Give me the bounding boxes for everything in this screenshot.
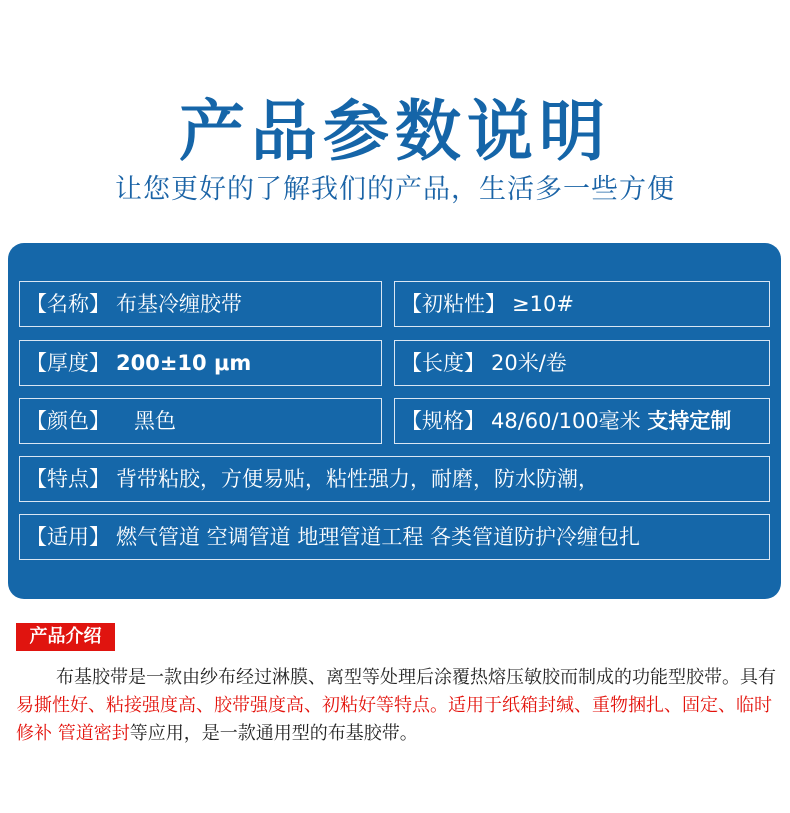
param-spec-custom: 支持定制 — [647, 409, 732, 433]
param-color-label: 【颜色】 — [26, 409, 110, 433]
param-tack-value: ≥10# — [512, 292, 574, 316]
param-color-value: 黑色 — [134, 409, 176, 433]
page-title: 产品参数说明 — [179, 93, 611, 170]
intro-description — [16, 664, 788, 748]
param-thickness-value: 200±10 μm — [116, 351, 252, 375]
param-length-value: 20米/卷 — [491, 351, 567, 375]
param-name-label: 【名称】 — [26, 292, 110, 316]
intro-text-2: 等应用，是一款通用型的布基胶带。 — [129, 723, 418, 744]
intro-text-1: 布基胶带是一款由纱布经过淋膜、离型等处理后涂覆热熔压敏胶而制成的功能型胶带。具有 — [56, 667, 776, 688]
param-spec-label: 【规格】 — [401, 409, 485, 433]
param-tack-label: 【初粘性】 — [401, 292, 506, 316]
param-thickness-label: 【厚度】 — [26, 351, 110, 375]
page-subtitle: 让您更好的了解我们的产品，生活多一些方便 — [115, 174, 675, 205]
param-usage-label: 【适用】 — [26, 525, 110, 549]
param-usage-value: 燃气管道 空调管道 地理管道工程 各类管道防护冷缠包扎 — [116, 525, 641, 549]
param-features — [19, 456, 770, 502]
param-color — [19, 398, 382, 444]
param-name — [19, 281, 382, 327]
param-usage — [19, 514, 770, 560]
param-length — [394, 340, 770, 386]
param-tack — [394, 281, 770, 327]
param-length-label: 【长度】 — [401, 351, 485, 375]
param-thickness — [19, 340, 382, 386]
param-features-value: 背带粘胶，方便易贴，粘性强力，耐磨，防水防潮， — [116, 467, 599, 491]
param-features-label: 【特点】 — [26, 467, 110, 491]
param-spec-value: 48/60/100毫米 — [491, 409, 641, 433]
params-panel — [8, 243, 781, 599]
intro-text-red: 易撕性好、粘接强度高、胶带强度高、初粘好等特点。适用于纸箱封缄、重物捆扎、固定、临时修补 管道密封 — [16, 695, 772, 744]
param-name-value: 布基冷缠胶带 — [116, 292, 242, 316]
intro-tag: 产品介绍 — [16, 623, 115, 651]
param-spec — [394, 398, 770, 444]
